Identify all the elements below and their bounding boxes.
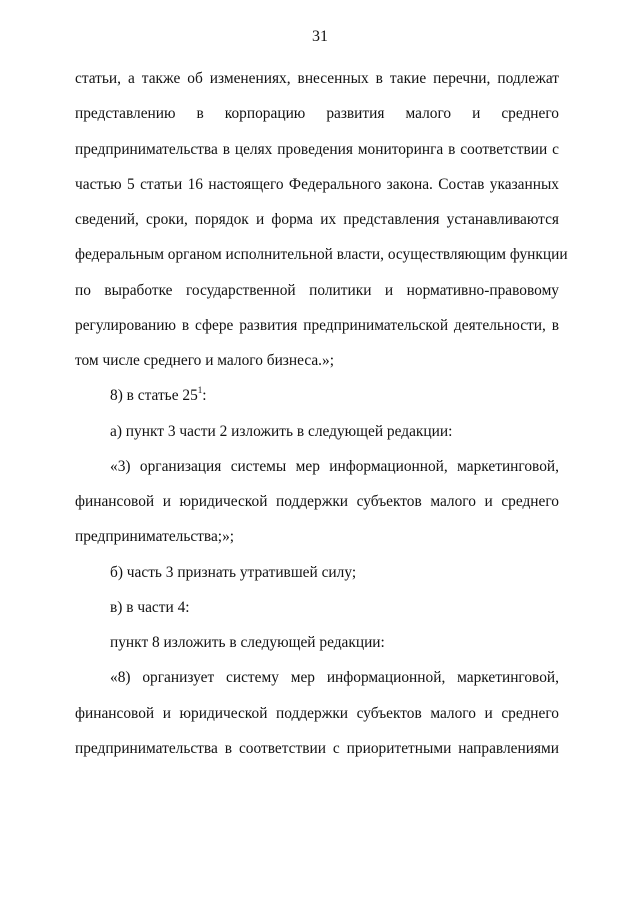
text-line: [75, 667, 559, 702]
text-line: [75, 315, 559, 350]
text-line: [75, 209, 559, 244]
line-text: «3) организация системы мер информационной, маркетинговой,: [110, 457, 559, 475]
line-text: пункт 8 изложить в следующей редакции:: [110, 634, 385, 651]
text-line: [75, 526, 559, 561]
text-line: [75, 385, 559, 420]
line-text: а) пункт 3 части 2 изложить в следующей редакции:: [110, 422, 453, 440]
text-line: [75, 562, 559, 597]
line-text: по выработке государственной политики и нормативно-правовому: [75, 281, 559, 299]
text-line: [75, 491, 559, 526]
superscript: 1: [197, 385, 203, 396]
text-line: [75, 738, 559, 773]
text-line: [75, 280, 559, 315]
page-number: 31: [312, 28, 328, 45]
text-line: [75, 350, 559, 385]
line-text: федеральным органом исполнительной власти, осуществляющим функции: [75, 246, 568, 264]
line-text: статьи, а также об изменениях, внесенных в такие перечни, подлежат: [75, 70, 559, 87]
line-text: в) в части 4:: [110, 598, 190, 616]
text-line: [75, 244, 568, 279]
text-line: [75, 597, 559, 632]
line-text: предпринимательства в соответствии с приоритетными направлениями: [75, 739, 559, 757]
line-text: сведений, сроки, порядок и форма их представления устанавливаются: [75, 211, 559, 228]
line-text: частью 5 статьи 16 настоящего Федерального закона. Состав указанных: [75, 175, 559, 193]
line-text: представлению в корпорацию развития малого и среднего: [75, 105, 559, 123]
line-text: б) часть 3 признать утратившей силу;: [110, 563, 357, 581]
line-text: финансовой и юридической поддержки субъектов малого и среднего: [75, 704, 559, 722]
line-text: предпринимательства в целях проведения мониторинга в соответствии с: [75, 140, 559, 158]
text-line: [75, 139, 559, 174]
text-line: [75, 103, 559, 138]
line-text: финансовой и юридической поддержки субъектов малого и среднего: [75, 493, 559, 510]
text-line: [75, 421, 559, 456]
line-text: «8) организует систему мер информационной, маркетинговой,: [110, 669, 559, 687]
line-text: 8) в статье 25: [110, 387, 198, 405]
text-line: [75, 703, 559, 738]
text-line: [75, 632, 559, 667]
text-line: [75, 68, 559, 103]
line-text: предпринимательства;»;: [75, 528, 235, 546]
line-text: том числе среднего и малого бизнеса.»;: [75, 352, 335, 369]
line-text: регулированию в сфере развития предпринимательской деятельности, в: [75, 316, 559, 334]
text-line: [75, 456, 559, 491]
body-text: [75, 68, 568, 773]
text-line: [75, 174, 559, 209]
line-text-after: :: [202, 387, 207, 405]
